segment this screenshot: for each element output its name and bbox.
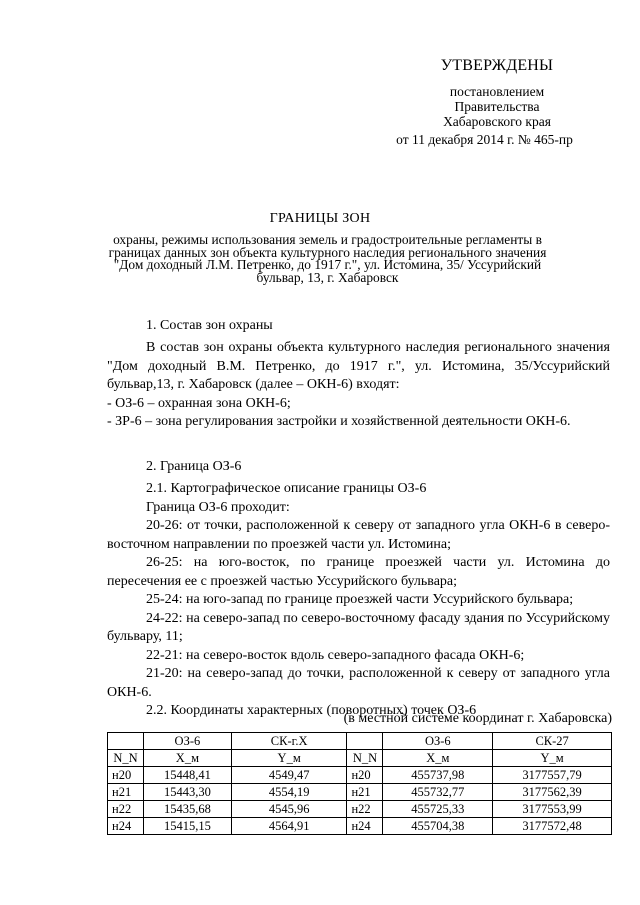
approval-line-1: постановлением xyxy=(449,84,545,99)
table-cell: 455732,77 xyxy=(383,784,493,801)
section-2-heading: 2. Граница ОЗ-6 xyxy=(146,459,242,474)
table-cell: ОЗ-6 xyxy=(143,733,231,750)
table-cell: 15448,41 xyxy=(143,767,231,784)
approval-date: от 11 декабря 2014 г. № 465-пр xyxy=(396,132,573,147)
table-cell: ОЗ-6 xyxy=(383,733,493,750)
table-cell: 455737,98 xyxy=(383,767,493,784)
coordinates-table xyxy=(107,732,612,835)
table-cell: н22 xyxy=(108,801,144,818)
segment-21-20: 21-20: на северо-запад до точки, расположенной к северу от западного угла ОКН-6. xyxy=(107,666,610,700)
section-1-intro: В состав зон охраны объекта культурного наследия регионального значения "Дом доходный В.М. Петренко, до 1917 г.", ул. Истомина, 35/Уссурийский бульвар,13, г. Хабаровск (далее – ОКН-6) входят: xyxy=(107,340,610,392)
table-row xyxy=(108,784,612,801)
table-cell: 3177562,39 xyxy=(493,784,612,801)
section-1-body xyxy=(107,339,610,432)
table-cell: СК-г.Х xyxy=(231,733,347,750)
table-cell: 4564,91 xyxy=(231,818,347,835)
segment-24-22: 24-22: на северо-запад по северо-восточному фасаду здания по Уссурийскому бульвару, 11; xyxy=(107,610,610,644)
table-cell: X_м xyxy=(143,750,231,767)
segment-25-24: 25-24: на юго-запад по границе проезжей части Уссурийского бульвара; xyxy=(146,592,574,607)
table-row xyxy=(108,818,612,835)
section-1-item-2: - ЗР-6 – зона регулирования застройки и хозяйственной деятельности ОКН-6. xyxy=(107,414,571,429)
table-cell xyxy=(108,733,144,750)
segment-20-26: 20-26: от точки, расположенной к северу от западного угла ОКН-6 в северо-восточном направлении по проезжей части ул. Истомина; xyxy=(107,518,610,552)
table-cell: н20 xyxy=(108,767,144,784)
table-cell: 15435,68 xyxy=(143,801,231,818)
table-cell: н21 xyxy=(347,784,383,801)
table-cell: 3177557,79 xyxy=(493,767,612,784)
document-subtitle: охраны, режимы использования земель и градостроительные регламенты в границах данных зон объекта культурного наследия регионального значения "Дом доходный Л.М. Петренко, до 1917 г.", ул. Истомина, 35/ Уссурийский бульвар, 13, г. Хабаровск xyxy=(108,232,547,285)
table-cell: СК-27 xyxy=(493,733,612,750)
table-cell xyxy=(347,733,383,750)
approval-line-3: Хабаровского края xyxy=(443,114,551,129)
table-cell: 4554,19 xyxy=(231,784,347,801)
section-1-item-1: - ОЗ-6 – охранная зона ОКН-6; xyxy=(107,395,291,411)
table-cell: 15443,30 xyxy=(143,784,231,801)
section-2-body xyxy=(107,480,610,721)
approval-block xyxy=(387,57,607,147)
table-row xyxy=(108,801,612,818)
table-cell: 3177553,99 xyxy=(493,801,612,818)
section-1-heading: 1. Состав зон охраны xyxy=(146,318,273,333)
table-cell: N_N xyxy=(108,750,144,767)
table-cell: Y_м xyxy=(231,750,347,767)
approval-line-2: Правительства xyxy=(454,99,540,114)
table-cell: 455725,33 xyxy=(383,801,493,818)
table-cell: 3177572,48 xyxy=(493,818,612,835)
table-cell: 4545,96 xyxy=(231,801,347,818)
table-cell: Y_м xyxy=(493,750,612,767)
table-cell: н20 xyxy=(347,767,383,784)
table-cell: н24 xyxy=(347,818,383,835)
table-cell: 455704,38 xyxy=(383,818,493,835)
table-cell: н21 xyxy=(108,784,144,801)
segment-26-25: 26-25: на юго-восток, по границе проезжей части ул. Истомина до пересечения ее с проезжей частью Уссурийского бульвара; xyxy=(107,555,610,589)
segment-22-21: 22-21: на северо-восток вдоль северо-западного фасада ОКН-6; xyxy=(146,647,525,663)
table-cell: н22 xyxy=(347,801,383,818)
section-2-1-heading: 2.1. Картографическое описание границы ОЗ-6 xyxy=(146,481,427,496)
approval-title: УТВЕРЖДЕНЫ xyxy=(440,57,554,74)
table-header-row xyxy=(108,750,612,767)
document-title: ГРАНИЦЫ ЗОН xyxy=(269,211,371,226)
boundary-passes-label: Граница ОЗ-6 проходит: xyxy=(146,499,290,515)
table-cell: X_м xyxy=(383,750,493,767)
coordinate-system-note: (в местной системе координат г. Хабаровска) xyxy=(343,711,612,726)
table-cell: 4549,47 xyxy=(231,767,347,784)
section-2-2-heading: 2.2. Координаты характерных (поворотных) точек ОЗ-6 xyxy=(146,703,477,718)
table-cell: N_N xyxy=(347,750,383,767)
table-row xyxy=(108,767,612,784)
table-cell: н24 xyxy=(108,818,144,835)
table-cell: 15415,15 xyxy=(143,818,231,835)
table-group-row xyxy=(108,733,612,750)
